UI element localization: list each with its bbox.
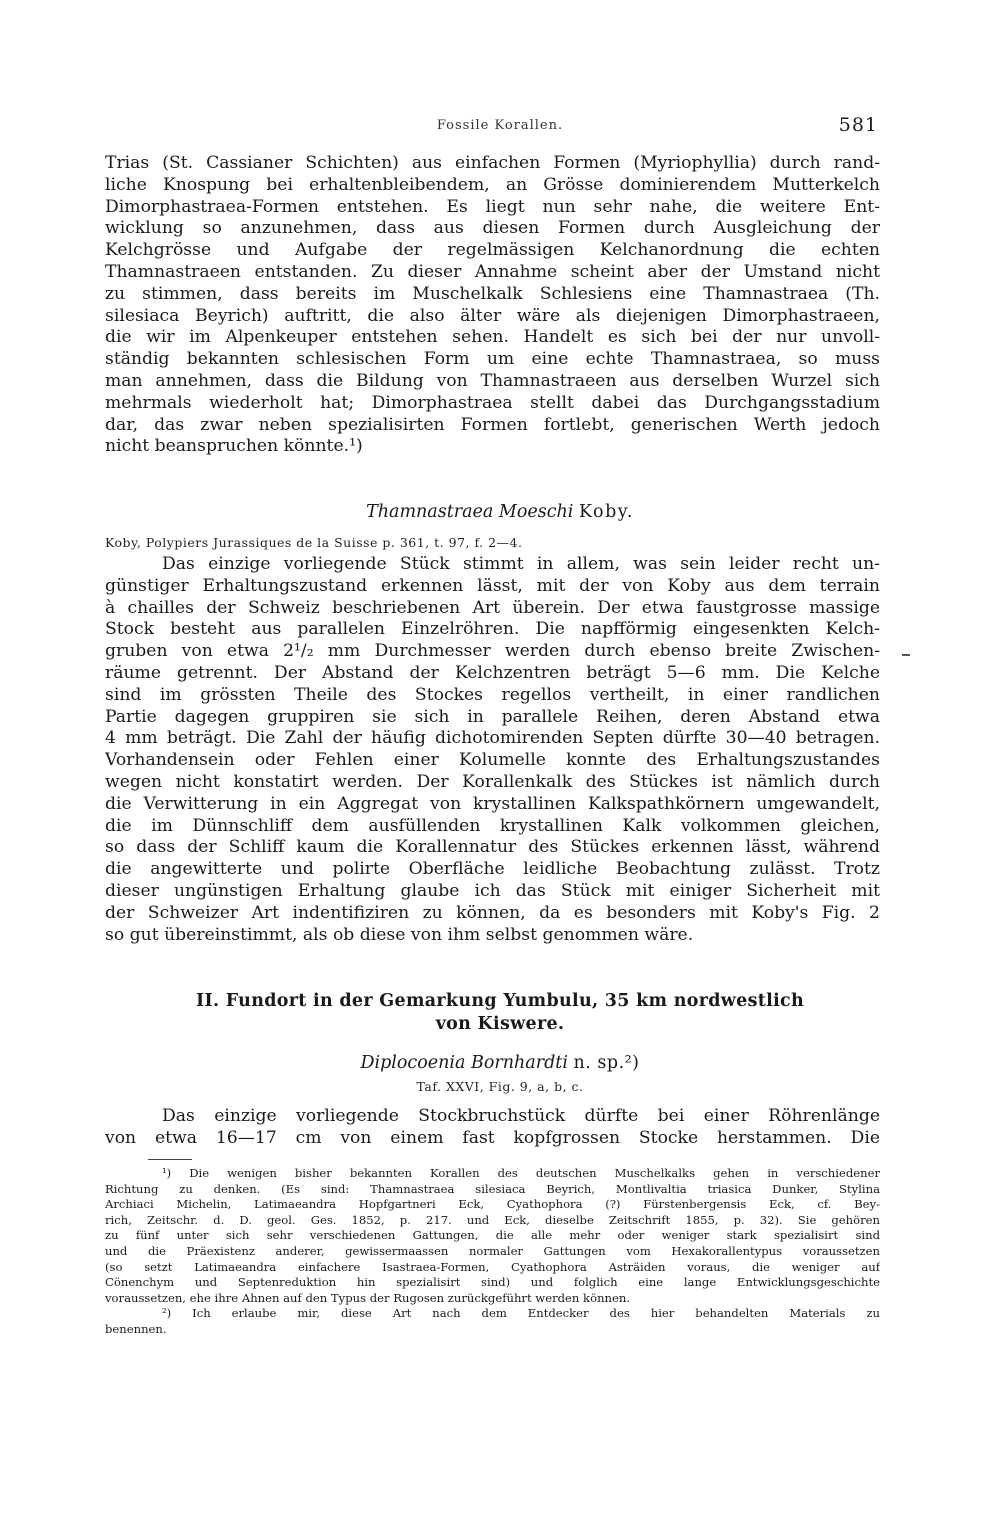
text-line: sind im grössten Theile des Stockes regellos vertheilt, in einer randlichen xyxy=(105,684,880,705)
species-heading-diplocoenia xyxy=(0,1053,1000,1073)
text-line: die Verwitterung in ein Aggregat von krystallinen Kalkspathkörnern umgewandelt, xyxy=(105,793,880,814)
text-line: Vorhandensein oder Fehlen einer Kolumelle konnte des Erhaltungszustandes xyxy=(105,750,880,771)
text-line: Das einzige vorliegende Stück stimmt in allem, was sein leider recht un- xyxy=(162,554,880,574)
text-line: Dimorphastraea-Formen entstehen. Es liegt nun sehr nahe, die weitere Ent- xyxy=(105,196,880,217)
footnote-line: und die Präexistenz anderer, gewissermaassen normaler Gattungen vom Hexakorallentypus voraussetzen xyxy=(105,1243,880,1258)
footnote-line: Archiaci Michelin, Latimaeandra Hopfgartneri Eck, Cyathophora (?) Fürstenbergensis Eck, cf. Bey- xyxy=(105,1197,880,1212)
footnote-line: voraussetzen, ehe ihre Ahnen auf den Typus der Rugosen zurückgeführt werden können. xyxy=(105,1290,631,1305)
footnote-line: benennen. xyxy=(105,1321,167,1336)
page-number: 581 xyxy=(838,114,878,136)
text-line: man annehmen, dass die Bildung von Thamnastraeen aus derselben Wurzel sich xyxy=(105,370,880,391)
text-line: 4 mm beträgt. Die Zahl der häufig dichotomirenden Septen dürfte 30—40 betragen. xyxy=(105,728,880,749)
footnote-line: Richtung zu denken. (Es sind: Thamnastraea silesiaca Beyrich, Montlivaltia triasica Dunker, Stylina xyxy=(105,1181,880,1196)
footnote-line: ¹) Die wenigen bisher bekannten Korallen des deutschen Muschelkalks gehen in verschiedener xyxy=(162,1166,880,1180)
species-author: Koby. xyxy=(578,502,634,522)
text-line: nicht beanspruchen könnte.¹) xyxy=(105,436,363,457)
footnote-line: ²) Ich erlaube mir, diese Art nach dem Entdecker des hier behandelten Materials zu xyxy=(162,1306,880,1321)
species-heading-thamnastraea xyxy=(0,502,1000,522)
paragraph-1 xyxy=(105,153,880,458)
species-name: Diplocoenia Bornhardti xyxy=(360,1053,568,1073)
paragraph-3 xyxy=(105,1106,880,1150)
text-line: dieser ungünstigen Erhaltung glaube ich das Stück mit einiger Sicherheit mit xyxy=(105,880,880,901)
text-line: die angewitterte und polirte Oberfläche leidliche Beobachtung zulässt. Trotz xyxy=(105,859,880,880)
paragraph-2 xyxy=(105,554,880,946)
text-line: wegen nicht konstatirt werden. Der Korallenkalk des Stückes ist nämlich durch xyxy=(105,771,880,792)
text-line: die wir im Alpenkeuper entstehen sehen. Handelt es sich bei der nur unvoll- xyxy=(105,327,880,348)
section-heading-line: von Kiswere. xyxy=(435,1014,565,1034)
text-line: günstiger Erhaltungszustand erkennen lässt, mit der von Koby aus dem terrain xyxy=(105,575,880,596)
text-line: ständig bekannten schlesischen Form um eine echte Thamnastraea, so muss xyxy=(105,349,880,370)
text-line: wicklung so anzunehmen, dass aus diesen Formen durch Ausgleichung der xyxy=(105,218,880,239)
text-line: Kelchgrösse und Aufgabe der regelmässigen Kelchanordnung die echten xyxy=(105,240,880,261)
text-line: von etwa 16—17 cm von einem fast kopfgrossen Stocke herstammen. Die xyxy=(105,1127,880,1148)
footnote-line: rich, Zeitschr. d. D. geol. Ges. 1852, p. 217. und Eck, dieselbe Zeitschrift 1855, p. 32). Sie gehören xyxy=(105,1212,880,1227)
footnote-line: zu fünf unter sich sehr verschiedenen Gattungen, die alle mehr oder weniger stark spezialisirt sind xyxy=(105,1228,880,1243)
section-heading-line: II. Fundort in der Gemarkung Yumbulu, 35 km nordwestlich xyxy=(196,991,804,1011)
margin-mark xyxy=(902,654,910,656)
text-line: silesiaca Beyrich) auftritt, die also älter wäre als diejenigen Dimorphastraeen, xyxy=(105,305,880,326)
text-line: so dass der Schliff kaum die Korallennatur des Stückes erkennen lässt, während xyxy=(105,837,880,858)
section-heading xyxy=(0,990,1000,1036)
text-line: à chailles der Schweiz beschriebenen Art überein. Der etwa faustgrosse massige xyxy=(105,597,880,618)
footnote-line: (so setzt Latimaeandra einfachere Isastraea-Formen, Cyathophora Asträiden voraus, die weniger auf xyxy=(105,1259,880,1274)
running-head: Fossile Korallen. xyxy=(436,118,564,133)
text-line: gruben von etwa 2¹/₂ mm Durchmesser werden durch ebenso breite Zwischen- xyxy=(105,641,880,662)
text-line: so gut übereinstimmt, als ob diese von ihm selbst genommen wäre. xyxy=(105,924,694,945)
text-line: Partie dagegen gruppiren sie sich in parallele Reihen, deren Abstand etwa xyxy=(105,706,880,727)
plate-reference: Taf. XXVI, Fig. 9, a, b, c. xyxy=(416,1079,584,1094)
text-line: liche Knospung bei erhaltenbleibendem, an Grösse dominierendem Mutterkelch xyxy=(105,174,880,195)
text-line: mehrmals wiederholt hat; Dimorphastraea stellt dabei das Durchgangsstadium xyxy=(105,392,880,413)
text-line: dar, das zwar neben spezialisirten Formen fortlebt, generischen Werth jedoch xyxy=(105,414,880,435)
text-line: räume getrennt. Der Abstand der Kelchzentren beträgt 5—6 mm. Die Kelche xyxy=(105,662,880,683)
species-reference: Koby, Polypiers Jurassiques de la Suisse p. 361, t. 97, f. 2—4. xyxy=(105,535,523,550)
text-line: Stock besteht aus parallelen Einzelröhren. Die napfförmig eingesenkten Kelch- xyxy=(105,619,880,640)
text-line: die im Dünnschliff dem ausfüllenden krystallinen Kalk volkommen gleichen, xyxy=(105,815,880,836)
text-line: der Schweizer Art indentifiziren zu können, da es besonders mit Koby's Fig. 2 xyxy=(105,902,880,923)
text-line: Trias (St. Cassianer Schichten) aus einfachen Formen (Myriophyllia) durch rand- xyxy=(105,153,880,173)
text-line: Thamnastraeen entstanden. Zu dieser Annahme scheint aber der Umstand nicht xyxy=(105,261,880,282)
footnote-rule xyxy=(148,1159,192,1160)
footnotes xyxy=(105,1166,880,1338)
species-suffix: n. sp.²) xyxy=(573,1053,640,1073)
footnote-line: Cönenchym und Septenreduktion hin spezialisirt sind) und folglich eine lange Entwicklungsgeschichte xyxy=(105,1275,880,1290)
text-line: zu stimmen, dass bereits im Muschelkalk Schlesiens eine Thamnastraea (Th. xyxy=(105,283,880,304)
text-line: Das einzige vorliegende Stockbruchstück dürfte bei einer Röhrenlänge xyxy=(162,1106,880,1126)
species-name: Thamnastraea Moeschi xyxy=(366,502,574,522)
